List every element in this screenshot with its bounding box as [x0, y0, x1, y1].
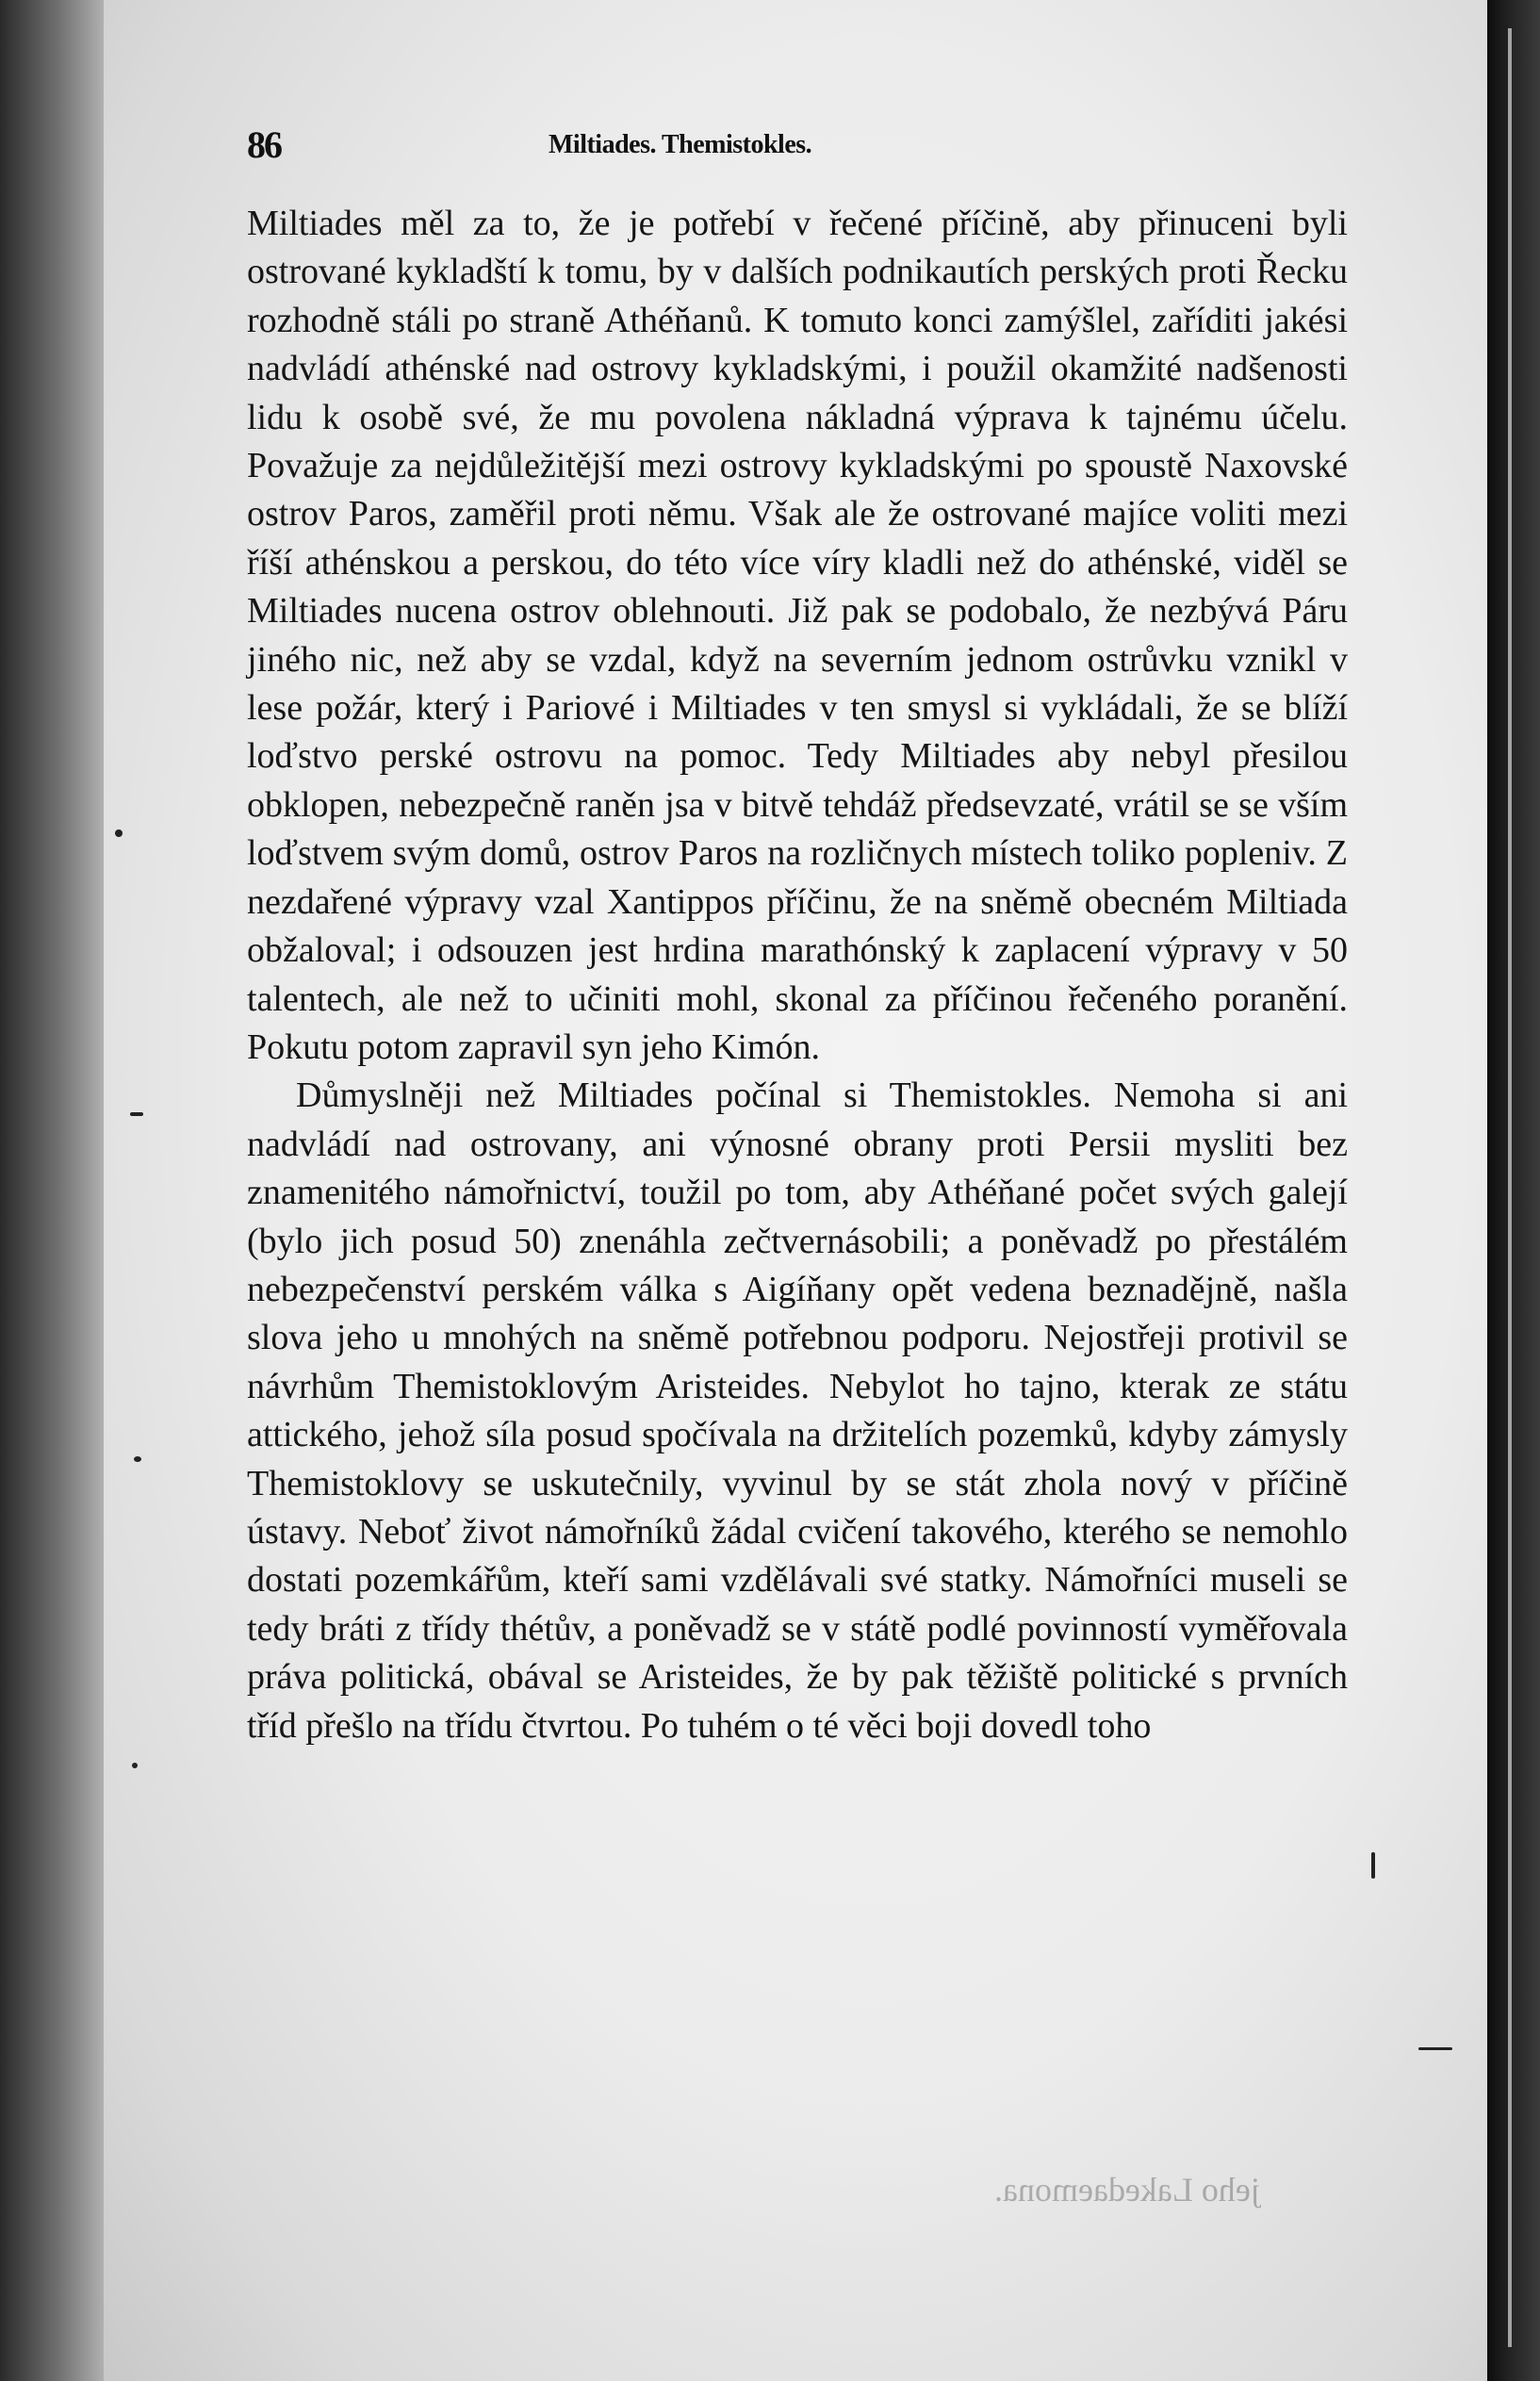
ink-speck: [1418, 2047, 1452, 2050]
running-title: Miltiades. Themistokles.: [549, 130, 812, 159]
bleed-through-text: jeho Lakedaemona.: [994, 2171, 1260, 2209]
ink-speck: [134, 1456, 141, 1462]
ink-speck: [130, 1112, 143, 1116]
ink-speck: [132, 1763, 138, 1768]
ink-speck: [1371, 1852, 1375, 1879]
page-number: 86: [247, 123, 281, 166]
facing-page-edge: [1487, 0, 1540, 2381]
paragraph-themistokles: Důmyslněji než Miltiades počínal si Themistokles. Nemoha si ani nadvládí nad ostrovany, ani výnosné obrany proti Persii mysliti bez znamenitého námořnictví, toužil po tom, aby Athéňané počet svých galejí (bylo jich posud 50) znenáhla zečtvernásobili; a poněvadž po přestálém nebezpečenství perském válka s Aigíňany opět vedena beznadějně, našla slova jeho u mnohých na sněmě potřebnou podporu. Nejostřeji protivil se návrhům Themistoklovým Aristeides. Nebylot ho tajno, kterak ze státu attického, jehož síla posud spočívala na držitelích pozemků, kdyby zámysly Themistoklovy se uskutečnily, vyvinul by se stát zhola nový v příčině ústavy. Neboť život námořníků žádal cvičení takového, kterého se nemohlo dostati pozemkářům, kteří sami vzdělávali své statky. Námořníci museli se tedy bráti z třídy thétův, a poněvadž se v státě podlé povinností vyměřovala práva politická, obával se Aristeides, že by pak těžiště politické s prvních tříd přešlo na třídu čtvrtou. Po tuhém o té věci boji dovedl toho: [247, 1076, 1348, 1746]
paragraph-miltiades: Miltiades měl za to, že je potřebí v řečené příčině, aby přinuceni byli ostrované kykladští k tomu, by v dalších podnikautích perských proti Řecku rozhodně stáli po straně Athéňanů. K tomuto konci zamýšlel, zaříditi jakési nadvládí athénské nad ostrovy kykladskými, i použil okamžité nadšenosti lidu k osobě své, že mu povolena nákladná výprava k tajnému účelu. Považuje za nejdůležitější mezi ostrovy kykladskými po spoustě Naxovské ostrov Paros, zaměřil proti němu. Však ale že ostrované majíce voliti mezi říší athénskou a perskou, do této více víry kladli než do athénské, viděl se Miltiades nucena ostrov oblehnouti. Již pak se podobalo, že nezbývá Páru jiného nic, než aby se vzdal, když na severním jednom ostrůvku vznikl v lese požár, který i Pariové i Miltiades v ten smysl si vykládali, že se blíží loďstvo perské ostrovu na pomoc. Tedy Miltiades aby nebyl přesilou obklopen, nebezpečně raněn jsa v bitvě tehdáž předsevzaté, vrátil se se vším loďstvem svým domů, ostrov Paros na rozličnych místech toliko popleniv. Z nezdařené výpravy vzal Xantippos příčinu, že na sněmě obecném Miltiada obžaloval; i odsouzen jest hrdina marathónský k zaplacení výpravy v 50 talentech, ale než to učiniti mohl, skonal za příčinou řečeného poranění. Pokutu potom zapravil syn jeho Kimón.: [247, 204, 1348, 1067]
ink-speck: [115, 829, 123, 837]
body-text: [247, 200, 1348, 2208]
running-head: [247, 123, 1359, 179]
